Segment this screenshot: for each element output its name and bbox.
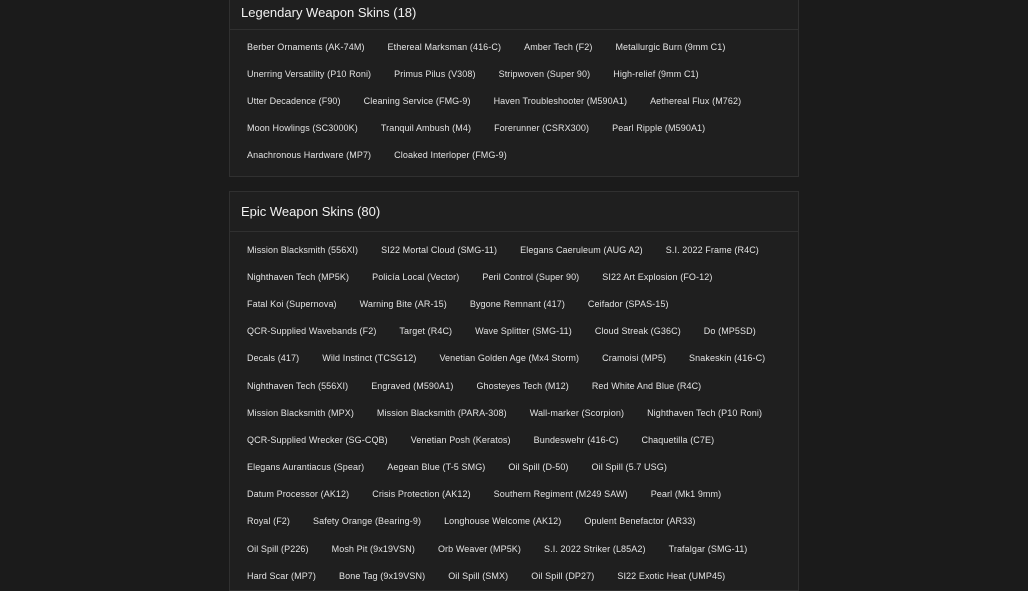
skin-link[interactable]: SI22 Exotic Heat (UMP45): [617, 570, 726, 581]
skin-link[interactable]: Elegans Aurantiacus (Spear): [247, 462, 365, 473]
skin-row: [230, 508, 798, 535]
skin-link[interactable]: Mission Blacksmith (556XI): [247, 244, 359, 255]
skin-link[interactable]: SI22 Art Explosion (FO-12): [602, 271, 713, 282]
skin-link[interactable]: Oil Spill (DP27): [531, 570, 595, 581]
skin-link[interactable]: Decals (417): [247, 353, 300, 364]
skin-link[interactable]: Anachronous Hardware (MP7): [247, 150, 372, 161]
skin-link[interactable]: Wild Instinct (TCSG12): [322, 353, 417, 364]
skin-link[interactable]: Southern Regiment (M249 SAW): [493, 489, 628, 500]
skin-link[interactable]: Amber Tech (F2): [524, 41, 593, 52]
skin-row: [230, 236, 798, 263]
skin-link[interactable]: Pearl Ripple (M590A1): [612, 123, 706, 134]
skin-link[interactable]: Policía Local (Vector): [372, 271, 460, 282]
skin-link[interactable]: Berber Ornaments (AK-74M): [247, 41, 365, 52]
skin-link[interactable]: Longhouse Welcome (AK12): [444, 516, 562, 527]
epic-skins-list: [230, 232, 798, 589]
legendary-skins-list: [230, 30, 798, 169]
legendary-skins-title: Legendary Weapon Skins (18): [230, 0, 798, 30]
skin-link[interactable]: Fatal Koi (Supernova): [247, 298, 337, 309]
skin-link[interactable]: Elegans Caeruleum (AUG A2): [520, 244, 643, 255]
skin-link[interactable]: Mission Blacksmith (MPX): [247, 407, 354, 418]
skin-link[interactable]: Nighthaven Tech (P10 Roni): [647, 407, 763, 418]
skin-link[interactable]: QCR-Supplied Wrecker (SG-CQB): [247, 434, 388, 445]
skin-link[interactable]: Mission Blacksmith (PARA-308): [376, 407, 507, 418]
epic-skins-panel: [229, 191, 799, 591]
skin-link[interactable]: Nighthaven Tech (556XI): [247, 380, 349, 391]
skin-link[interactable]: High-relief (9mm C1): [613, 68, 699, 79]
skin-row: [230, 454, 798, 481]
skin-link[interactable]: Aethereal Flux (M762): [650, 95, 742, 106]
skin-link[interactable]: Cramoisi (MP5): [602, 353, 667, 364]
skin-row: [230, 87, 798, 114]
skin-link[interactable]: Oil Spill (P226): [247, 543, 309, 554]
skin-link[interactable]: Bundeswehr (416-C): [533, 434, 619, 445]
skin-row: [230, 399, 798, 426]
skin-link[interactable]: Unerring Versatility (P10 Roni): [247, 68, 372, 79]
skin-row: [230, 535, 798, 562]
skin-link[interactable]: Aegean Blue (T-5 SMG): [387, 462, 486, 473]
skin-link[interactable]: Safety Orange (Bearing-9): [313, 516, 422, 527]
skin-link[interactable]: Oil Spill (D-50): [508, 462, 569, 473]
skin-link[interactable]: Do (MP5SD): [703, 326, 756, 337]
skin-row: [230, 318, 798, 345]
skin-link[interactable]: Trafalgar (SMG-11): [668, 543, 748, 554]
skin-row: [230, 263, 798, 290]
skin-row: [230, 115, 798, 142]
skin-link[interactable]: Royal (F2): [247, 516, 291, 527]
legendary-skins-panel: [229, 0, 799, 177]
skin-link[interactable]: Nighthaven Tech (MP5K): [247, 271, 350, 282]
skin-row: [230, 33, 798, 60]
skin-link[interactable]: Tranquil Ambush (M4): [380, 123, 472, 134]
skin-link[interactable]: Opulent Benefactor (AR33): [584, 516, 696, 527]
skin-link[interactable]: Crisis Protection (AK12): [372, 489, 471, 500]
skin-link[interactable]: Ethereal Marksman (416-C): [387, 41, 502, 52]
skin-link[interactable]: Oil Spill (5.7 USG): [591, 462, 667, 473]
skin-link[interactable]: Red White And Blue (R4C): [591, 380, 702, 391]
skin-row: [230, 290, 798, 317]
skin-row: [230, 426, 798, 453]
skin-row: [230, 481, 798, 508]
skin-link[interactable]: Ghosteyes Tech (M12): [476, 380, 569, 391]
skin-link[interactable]: Mosh Pit (9x19VSN): [331, 543, 415, 554]
skin-link[interactable]: Datum Processor (AK12): [247, 489, 350, 500]
skin-link[interactable]: Peril Control (Super 90): [482, 271, 580, 282]
skin-link[interactable]: Cloaked Interloper (FMG-9): [394, 150, 507, 161]
skin-link[interactable]: Cleaning Service (FMG-9): [363, 95, 471, 106]
skin-row: [230, 372, 798, 399]
skin-link[interactable]: Utter Decadence (F90): [247, 95, 341, 106]
skin-link[interactable]: S.I. 2022 Striker (L85A2): [544, 543, 646, 554]
skin-link[interactable]: Cloud Streak (G36C): [594, 326, 681, 337]
epic-skins-title: Epic Weapon Skins (80): [230, 192, 798, 232]
skin-link[interactable]: Venetian Golden Age (Mx4 Storm): [439, 353, 580, 364]
skin-link[interactable]: Oil Spill (SMX): [448, 570, 509, 581]
skin-link[interactable]: Wave Splitter (SMG-11): [475, 326, 572, 337]
skin-link[interactable]: Venetian Posh (Keratos): [410, 434, 511, 445]
skin-row: [230, 60, 798, 87]
skin-link[interactable]: Engraved (M590A1): [371, 380, 454, 391]
skin-link[interactable]: Haven Troubleshooter (M590A1): [493, 95, 628, 106]
skin-link[interactable]: Metallurgic Burn (9mm C1): [615, 41, 726, 52]
skin-link[interactable]: SI22 Mortal Cloud (SMG-11): [381, 244, 498, 255]
skin-link[interactable]: Moon Howlings (SC3000K): [247, 123, 358, 134]
skin-link[interactable]: Primus Pilus (V308): [394, 68, 476, 79]
skin-row: [230, 562, 798, 589]
skin-link[interactable]: Hard Scar (MP7): [247, 570, 317, 581]
skin-link[interactable]: Chaquetilla (C7E): [641, 434, 715, 445]
skin-link[interactable]: Target (R4C): [399, 326, 453, 337]
skin-link[interactable]: Ceifador (SPAS-15): [587, 298, 669, 309]
skin-link[interactable]: Warning Bite (AR-15): [359, 298, 447, 309]
skin-link[interactable]: Bone Tag (9x19VSN): [339, 570, 426, 581]
skin-link[interactable]: Forerunner (CSRX300): [494, 123, 590, 134]
skin-row: [230, 345, 798, 372]
skin-link[interactable]: Wall-marker (Scorpion): [529, 407, 625, 418]
skin-link[interactable]: Stripwoven (Super 90): [498, 68, 591, 79]
skin-link[interactable]: Bygone Remnant (417): [469, 298, 565, 309]
skin-link[interactable]: Pearl (Mk1 9mm): [650, 489, 722, 500]
skin-link[interactable]: Orb Weaver (MP5K): [437, 543, 522, 554]
skin-link[interactable]: S.I. 2022 Frame (R4C): [665, 244, 759, 255]
skin-link[interactable]: QCR-Supplied Wavebands (F2): [247, 326, 377, 337]
skin-row: [230, 142, 798, 169]
skin-link[interactable]: Snakeskin (416-C): [689, 353, 766, 364]
